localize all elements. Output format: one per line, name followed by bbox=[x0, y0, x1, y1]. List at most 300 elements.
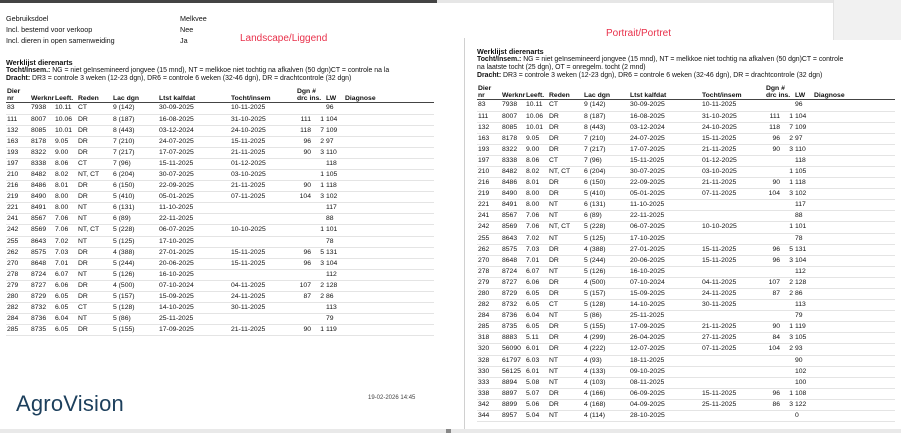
tocht-legend-text: NG = niet geïnsemineerd jongvee (15 mnd), NT = melkkoe niet tochtig na afkalven (50 dgn)CT = controle na la bbox=[50, 67, 390, 75]
cell-leeftijd: 8.01 bbox=[54, 181, 77, 192]
cell-kalfdatum: 17-09-2025 bbox=[158, 325, 230, 336]
table-row bbox=[477, 144, 895, 155]
cell-diagnose bbox=[813, 166, 895, 177]
info-block bbox=[6, 14, 266, 47]
cell-werknr: 8648 bbox=[30, 258, 54, 269]
dierenarts-table bbox=[6, 88, 434, 336]
cell-lac-dgn: 7 (96) bbox=[583, 155, 629, 166]
cell-ins bbox=[781, 155, 794, 166]
header-dier bbox=[477, 85, 501, 100]
cell-dier-nr: 270 bbox=[6, 258, 30, 269]
cell-lac-dgn: 6 (89) bbox=[583, 211, 629, 222]
info-key: Gebruiksdoel bbox=[6, 14, 49, 23]
cell-dgn-drc bbox=[296, 269, 312, 280]
cell-lw: 109 bbox=[325, 125, 344, 136]
cell-lac-dgn: 5 (126) bbox=[112, 269, 158, 280]
cell-reden: DR bbox=[77, 147, 112, 158]
cell-diagnose bbox=[813, 211, 895, 222]
cell-diagnose bbox=[344, 236, 434, 247]
cell-lac-dgn: 8 (187) bbox=[583, 111, 629, 122]
cell-kalfdatum: 15-09-2025 bbox=[629, 289, 701, 300]
cell-diagnose bbox=[813, 200, 895, 211]
cell-tocht-insem bbox=[701, 266, 765, 277]
cell-werknr: 8724 bbox=[30, 269, 54, 280]
cell-dier-nr: 221 bbox=[6, 203, 30, 214]
cell-lac-dgn: 7 (217) bbox=[112, 147, 158, 158]
cell-kalfdatum: 16-10-2025 bbox=[158, 269, 230, 280]
cell-ins bbox=[781, 377, 794, 388]
cell-lac-dgn: 8 (443) bbox=[112, 125, 158, 136]
cell-werknr: 8569 bbox=[501, 222, 525, 233]
cell-dgn-drc: 87 bbox=[296, 292, 312, 303]
cell-reden: NT bbox=[77, 269, 112, 280]
cell-dier-nr: 197 bbox=[6, 158, 30, 169]
cell-tocht-insem: 15-11-2025 bbox=[701, 244, 765, 255]
cell-werknr: 8482 bbox=[501, 166, 525, 177]
table-row bbox=[477, 289, 895, 300]
cell-kalfdatum: 07-10-2024 bbox=[629, 277, 701, 288]
cell-kalfdatum: 06-07-2025 bbox=[629, 222, 701, 233]
header-dgn-line: drc ins. bbox=[766, 92, 791, 100]
cell-leeftijd: 8.00 bbox=[54, 203, 77, 214]
cell-ins: 1 bbox=[781, 222, 794, 233]
cell-lac-dgn: 4 (388) bbox=[583, 244, 629, 255]
cell-tocht-insem: 21-11-2025 bbox=[701, 178, 765, 189]
cell-ins bbox=[781, 233, 794, 244]
header-lac: Lac dgn bbox=[113, 95, 140, 103]
cell-diagnose bbox=[344, 192, 434, 203]
cell-lac-dgn: 5 (228) bbox=[112, 225, 158, 236]
cell-diagnose bbox=[344, 280, 434, 291]
cell-dier-nr: 284 bbox=[477, 311, 501, 322]
cell-dgn-drc bbox=[765, 266, 781, 277]
cell-kalfdatum: 22-09-2025 bbox=[158, 181, 230, 192]
landscape-label: Landscape/Liggend bbox=[240, 33, 328, 44]
cell-diagnose bbox=[813, 222, 895, 233]
cell-lac-dgn: 5 (155) bbox=[583, 322, 629, 333]
cell-werknr: 8486 bbox=[501, 178, 525, 189]
cell-kalfdatum: 22-09-2025 bbox=[629, 178, 701, 189]
cell-dgn-drc bbox=[296, 314, 312, 325]
cell-lac-dgn: 4 (168) bbox=[583, 399, 629, 410]
table-row bbox=[6, 303, 434, 314]
cell-werknr: 8735 bbox=[30, 325, 54, 336]
cell-diagnose bbox=[813, 189, 895, 200]
cell-tocht-insem: 31-10-2025 bbox=[701, 111, 765, 122]
cell-dier-nr: 278 bbox=[477, 266, 501, 277]
cell-dgn-drc: 90 bbox=[296, 325, 312, 336]
cell-dgn-drc: 111 bbox=[296, 114, 312, 125]
cell-lw: 119 bbox=[794, 322, 813, 333]
cell-ins: 1 bbox=[312, 169, 325, 180]
cell-dier-nr: 280 bbox=[6, 292, 30, 303]
cell-leeftijd: 6.06 bbox=[54, 280, 77, 291]
cell-lw: 118 bbox=[325, 158, 344, 169]
header-dgn-line: drc ins. bbox=[297, 95, 322, 103]
cell-werknr: 8491 bbox=[501, 200, 525, 211]
cell-ins: 2 bbox=[312, 280, 325, 291]
cell-leeftijd: 6.04 bbox=[54, 314, 77, 325]
cell-kalfdatum: 24-07-2025 bbox=[629, 133, 701, 144]
cell-werknr: 56125 bbox=[501, 366, 525, 377]
cell-tocht-insem: 10-10-2025 bbox=[701, 222, 765, 233]
cell-tocht-insem: 24-11-2025 bbox=[230, 292, 296, 303]
table-row bbox=[477, 111, 895, 122]
cell-tocht-insem: 01-12-2025 bbox=[701, 155, 765, 166]
cell-leeftijd: 7.03 bbox=[525, 244, 548, 255]
cell-reden: NT, CT bbox=[77, 169, 112, 180]
cell-kalfdatum: 05-01-2025 bbox=[158, 192, 230, 203]
cell-werknr: 8736 bbox=[30, 314, 54, 325]
cell-lac-dgn: 5 (157) bbox=[583, 289, 629, 300]
cell-leeftijd: 6.05 bbox=[54, 303, 77, 314]
cell-diagnose bbox=[344, 158, 434, 169]
cell-kalfdatum: 30-09-2025 bbox=[158, 103, 230, 114]
cell-diagnose bbox=[344, 292, 434, 303]
cell-tocht-insem: 07-11-2025 bbox=[230, 192, 296, 203]
cell-diagnose bbox=[813, 100, 895, 111]
cell-ins bbox=[781, 411, 794, 422]
list-title: Werklijst dierenarts bbox=[477, 48, 544, 56]
header-reden: Reden bbox=[78, 95, 99, 103]
header-diagnose: Diagnose bbox=[814, 92, 845, 100]
cell-reden: DR bbox=[77, 181, 112, 192]
cell-lac-dgn: 5 (128) bbox=[583, 300, 629, 311]
table-row bbox=[477, 277, 895, 288]
cell-diagnose bbox=[813, 311, 895, 322]
cell-ins: 1 bbox=[312, 114, 325, 125]
cell-dier-nr: 111 bbox=[477, 111, 501, 122]
cell-tocht-insem: 03-10-2025 bbox=[230, 169, 296, 180]
cell-leeftijd: 6.07 bbox=[525, 266, 548, 277]
cell-dgn-drc bbox=[296, 169, 312, 180]
cell-werknr: 61797 bbox=[501, 355, 525, 366]
cell-lw: 128 bbox=[794, 277, 813, 288]
cell-dgn-drc bbox=[296, 303, 312, 314]
cell-lw: 110 bbox=[325, 147, 344, 158]
cell-dier-nr: 132 bbox=[477, 122, 501, 133]
cell-dier-nr: 242 bbox=[477, 222, 501, 233]
table-row bbox=[6, 325, 434, 336]
cell-tocht-insem: 25-11-2025 bbox=[701, 399, 765, 410]
cell-leeftijd: 9.05 bbox=[54, 136, 77, 147]
cell-tocht-insem: 24-11-2025 bbox=[701, 289, 765, 300]
cell-tocht-insem: 01-12-2025 bbox=[230, 158, 296, 169]
cell-reden: NT bbox=[77, 314, 112, 325]
cell-kalfdatum: 17-09-2025 bbox=[629, 322, 701, 333]
cell-lac-dgn: 6 (204) bbox=[112, 169, 158, 180]
cell-kalfdatum: 09-10-2025 bbox=[629, 366, 701, 377]
cell-tocht-insem: 27-11-2025 bbox=[701, 333, 765, 344]
cell-reden: DR bbox=[548, 244, 583, 255]
cell-werknr: 8491 bbox=[30, 203, 54, 214]
header-reden: Reden bbox=[549, 92, 570, 100]
cell-kalfdatum: 30-09-2025 bbox=[629, 100, 701, 111]
cell-werknr: 8894 bbox=[501, 377, 525, 388]
cell-leeftijd: 5.06 bbox=[525, 399, 548, 410]
cell-werknr: 8575 bbox=[30, 247, 54, 258]
cell-ins: 2 bbox=[781, 133, 794, 144]
table-row bbox=[477, 233, 895, 244]
cell-ins: 5 bbox=[781, 244, 794, 255]
cell-lw: 117 bbox=[325, 203, 344, 214]
cell-tocht-insem: 04-11-2025 bbox=[230, 280, 296, 291]
cell-dier-nr: 330 bbox=[477, 366, 501, 377]
cell-diagnose bbox=[813, 133, 895, 144]
dracht-legend-label: Dracht: bbox=[6, 75, 31, 83]
cell-ins: 3 bbox=[312, 147, 325, 158]
cell-tocht-insem bbox=[701, 411, 765, 422]
cell-tocht-insem: 24-10-2025 bbox=[230, 125, 296, 136]
cell-werknr: 8883 bbox=[501, 333, 525, 344]
cell-leeftijd: 10.06 bbox=[54, 114, 77, 125]
cell-leeftijd: 5.11 bbox=[525, 333, 548, 344]
cell-ins: 3 bbox=[781, 399, 794, 410]
cell-werknr: 7938 bbox=[30, 103, 54, 114]
cell-kalfdatum: 05-01-2025 bbox=[629, 189, 701, 200]
cell-werknr: 8085 bbox=[30, 125, 54, 136]
cell-werknr: 8178 bbox=[30, 136, 54, 147]
cell-lw: 104 bbox=[794, 255, 813, 266]
cell-werknr: 8567 bbox=[30, 214, 54, 225]
cell-reden: DR bbox=[548, 344, 583, 355]
cell-werknr: 8957 bbox=[501, 411, 525, 422]
cell-tocht-insem: 03-10-2025 bbox=[701, 166, 765, 177]
cell-kalfdatum: 26-04-2025 bbox=[629, 333, 701, 344]
cell-kalfdatum: 03-12-2024 bbox=[629, 122, 701, 133]
cell-reden: DR bbox=[548, 322, 583, 333]
cell-diagnose bbox=[344, 114, 434, 125]
cell-dgn-drc: 104 bbox=[765, 189, 781, 200]
cell-lac-dgn: 5 (125) bbox=[112, 236, 158, 247]
cell-ins: 2 bbox=[781, 277, 794, 288]
cell-diagnose bbox=[344, 181, 434, 192]
cell-dgn-drc bbox=[765, 211, 781, 222]
table-row bbox=[477, 133, 895, 144]
cell-lac-dgn: 4 (166) bbox=[583, 388, 629, 399]
cell-dier-nr: 328 bbox=[477, 355, 501, 366]
cell-dgn-drc bbox=[765, 355, 781, 366]
cell-dier-nr: 219 bbox=[6, 192, 30, 203]
cell-tocht-insem: 10-10-2025 bbox=[230, 225, 296, 236]
table-row bbox=[6, 314, 434, 325]
cell-lw: 93 bbox=[794, 344, 813, 355]
cell-ins bbox=[781, 100, 794, 111]
cell-werknr: 8322 bbox=[501, 144, 525, 155]
cell-dier-nr: 282 bbox=[477, 300, 501, 311]
cell-leeftijd: 6.05 bbox=[525, 289, 548, 300]
cell-kalfdatum: 12-07-2025 bbox=[629, 344, 701, 355]
cell-leeftijd: 9.00 bbox=[54, 147, 77, 158]
cell-lac-dgn: 4 (114) bbox=[583, 411, 629, 422]
cell-dgn-drc: 87 bbox=[765, 289, 781, 300]
cell-diagnose bbox=[813, 366, 895, 377]
cell-leeftijd: 8.02 bbox=[525, 166, 548, 177]
cell-reden: NT bbox=[548, 311, 583, 322]
cell-werknr: 8490 bbox=[501, 189, 525, 200]
cell-werknr: 8486 bbox=[30, 181, 54, 192]
cell-tocht-insem: 15-11-2025 bbox=[230, 247, 296, 258]
cell-tocht-insem: 15-11-2025 bbox=[230, 258, 296, 269]
cell-werknr: 8567 bbox=[501, 211, 525, 222]
cell-diagnose bbox=[344, 247, 434, 258]
cell-lac-dgn: 4 (500) bbox=[112, 280, 158, 291]
cell-reden: DR bbox=[77, 192, 112, 203]
cell-diagnose bbox=[813, 144, 895, 155]
viewer-side-panel bbox=[833, 0, 901, 42]
cell-dgn-drc bbox=[765, 411, 781, 422]
cell-lw: 78 bbox=[325, 236, 344, 247]
page-divider bbox=[464, 38, 465, 429]
cell-dier-nr: 111 bbox=[6, 114, 30, 125]
table-row bbox=[6, 214, 434, 225]
header-dgn bbox=[296, 88, 325, 103]
table-row bbox=[477, 122, 895, 133]
cell-tocht-insem: 21-11-2025 bbox=[230, 325, 296, 336]
cell-diagnose bbox=[813, 266, 895, 277]
table-row bbox=[477, 377, 895, 388]
cell-reden: CT bbox=[548, 100, 583, 111]
cell-leeftijd: 7.06 bbox=[54, 214, 77, 225]
cell-ins: 1 bbox=[312, 225, 325, 236]
cell-ins bbox=[312, 214, 325, 225]
cell-dier-nr: 344 bbox=[477, 411, 501, 422]
cell-tocht-insem bbox=[701, 377, 765, 388]
cell-ins: 3 bbox=[312, 258, 325, 269]
cell-dier-nr: 338 bbox=[477, 388, 501, 399]
cell-leeftijd: 6.06 bbox=[525, 277, 548, 288]
cell-lac-dgn: 5 (410) bbox=[583, 189, 629, 200]
cell-werknr: 8729 bbox=[30, 292, 54, 303]
cell-lw: 118 bbox=[794, 155, 813, 166]
header-dier-line: Dier bbox=[7, 88, 21, 95]
cell-lac-dgn: 5 (126) bbox=[583, 266, 629, 277]
cell-tocht-insem: 21-11-2025 bbox=[701, 322, 765, 333]
cell-diagnose bbox=[813, 377, 895, 388]
cell-lac-dgn: 7 (217) bbox=[583, 144, 629, 155]
cell-lw: 104 bbox=[325, 114, 344, 125]
cell-tocht-insem: 21-11-2025 bbox=[701, 144, 765, 155]
table-row bbox=[6, 192, 434, 203]
info-key: Incl. bestemd voor verkoop bbox=[6, 25, 93, 34]
cell-kalfdatum: 24-07-2025 bbox=[158, 136, 230, 147]
cell-leeftijd: 10.06 bbox=[525, 111, 548, 122]
table-row bbox=[477, 311, 895, 322]
cell-werknr: 8490 bbox=[30, 192, 54, 203]
cell-diagnose bbox=[813, 388, 895, 399]
cell-dier-nr: 193 bbox=[6, 147, 30, 158]
cell-werknr: 8643 bbox=[30, 236, 54, 247]
cell-dier-nr: 285 bbox=[6, 325, 30, 336]
cell-leeftijd: 6.05 bbox=[525, 300, 548, 311]
cell-reden: NT, CT bbox=[77, 225, 112, 236]
cell-tocht-insem: 30-11-2025 bbox=[701, 300, 765, 311]
cell-kalfdatum: 11-10-2025 bbox=[629, 200, 701, 211]
cell-leeftijd: 10.11 bbox=[525, 100, 548, 111]
table-row bbox=[477, 166, 895, 177]
cell-leeftijd: 7.06 bbox=[54, 225, 77, 236]
header-tocht: Tocht/insem bbox=[231, 95, 271, 103]
cell-lac-dgn: 7 (210) bbox=[112, 136, 158, 147]
cell-dier-nr: 320 bbox=[477, 344, 501, 355]
header-dier-line: nr bbox=[478, 92, 485, 100]
cell-lac-dgn: 7 (96) bbox=[112, 158, 158, 169]
table-row bbox=[477, 255, 895, 266]
cell-diagnose bbox=[344, 303, 434, 314]
table-row bbox=[477, 399, 895, 410]
cell-ins: 1 bbox=[781, 388, 794, 399]
header-lw: LW bbox=[326, 95, 337, 103]
cell-tocht-insem: 24-10-2025 bbox=[701, 122, 765, 133]
cell-reden: DR bbox=[77, 325, 112, 336]
tocht-legend-text: NG = niet geïnsemineerd jongvee (15 mnd), NT = melkkoe niet tochtig na afkalven (50 dgn)CT = controle bbox=[521, 56, 844, 64]
cell-diagnose bbox=[344, 169, 434, 180]
cell-dgn-drc: 90 bbox=[765, 144, 781, 155]
cell-ins: 1 bbox=[781, 111, 794, 122]
table-row bbox=[6, 203, 434, 214]
table-row bbox=[477, 244, 895, 255]
cell-dier-nr: 163 bbox=[477, 133, 501, 144]
info-value: Ja bbox=[180, 36, 188, 45]
agrovision-logo: AgroVision bbox=[16, 391, 124, 416]
cell-leeftijd: 7.02 bbox=[525, 233, 548, 244]
cell-lw: 96 bbox=[325, 103, 344, 114]
cell-tocht-insem bbox=[701, 233, 765, 244]
cell-dier-nr: 284 bbox=[6, 314, 30, 325]
cell-werknr: 8729 bbox=[501, 289, 525, 300]
table-row bbox=[6, 269, 434, 280]
cell-lac-dgn: 6 (150) bbox=[112, 181, 158, 192]
cell-ins: 2 bbox=[312, 136, 325, 147]
table-row bbox=[6, 292, 434, 303]
cell-werknr: 8727 bbox=[30, 280, 54, 291]
header-dier-line: nr bbox=[7, 95, 14, 103]
cell-reden: CT bbox=[548, 155, 583, 166]
cell-lw: 105 bbox=[325, 169, 344, 180]
cell-kalfdatum: 17-07-2025 bbox=[158, 147, 230, 158]
cell-dgn-drc: 118 bbox=[765, 122, 781, 133]
cell-ins bbox=[312, 303, 325, 314]
cell-lac-dgn: 5 (244) bbox=[583, 255, 629, 266]
cell-lac-dgn: 6 (89) bbox=[112, 214, 158, 225]
cell-kalfdatum: 04-09-2025 bbox=[629, 399, 701, 410]
cell-reden: NT bbox=[548, 266, 583, 277]
cell-dgn-drc bbox=[765, 222, 781, 233]
table-row bbox=[6, 103, 434, 114]
portrait-page bbox=[472, 40, 901, 429]
cell-dier-nr: 241 bbox=[6, 214, 30, 225]
cell-ins: 5 bbox=[312, 247, 325, 258]
cell-dier-nr: 132 bbox=[6, 125, 30, 136]
cell-kalfdatum: 28-10-2025 bbox=[629, 411, 701, 422]
table-row bbox=[6, 158, 434, 169]
cell-lw: 105 bbox=[794, 166, 813, 177]
cell-dgn-drc bbox=[765, 100, 781, 111]
cell-werknr: 8482 bbox=[30, 169, 54, 180]
cell-kalfdatum: 22-11-2025 bbox=[158, 214, 230, 225]
cell-tocht-insem bbox=[701, 211, 765, 222]
cell-dgn-drc bbox=[296, 103, 312, 114]
cell-werknr: 8322 bbox=[30, 147, 54, 158]
cell-kalfdatum: 07-10-2024 bbox=[158, 280, 230, 291]
table-row bbox=[477, 322, 895, 333]
cell-lw: 113 bbox=[325, 303, 344, 314]
cell-werknr: 8007 bbox=[30, 114, 54, 125]
cell-tocht-insem: 15-11-2025 bbox=[701, 133, 765, 144]
cell-reden: CT bbox=[77, 103, 112, 114]
cell-lac-dgn: 5 (410) bbox=[112, 192, 158, 203]
cell-reden: DR bbox=[77, 292, 112, 303]
